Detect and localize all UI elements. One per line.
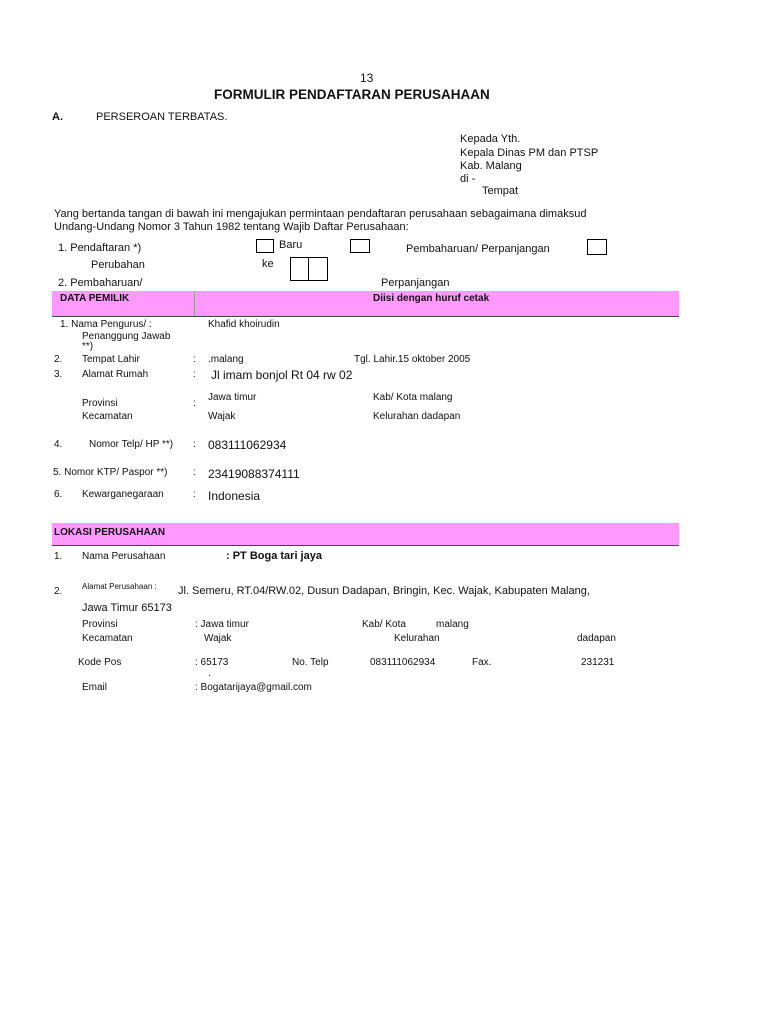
company-name-label: Nama Perusahaan bbox=[82, 551, 166, 562]
company-kabkota-value: malang bbox=[436, 619, 469, 630]
owner-phone-num: 4. bbox=[54, 439, 63, 450]
company-address-value-2: Jawa Timur 65173 bbox=[82, 602, 172, 614]
owner-phone-value: 083111062934 bbox=[208, 438, 287, 452]
company-kecamatan-value: Wajak bbox=[204, 633, 232, 644]
recipient-line: Kab. Malang bbox=[460, 160, 522, 172]
owner-name-label: 1. Nama Pengurus/ : bbox=[60, 319, 152, 330]
owner-kelurahan-value: Kelurahan dadapan bbox=[373, 411, 461, 422]
owner-province-label: Provinsi bbox=[82, 398, 118, 409]
company-address-value: Jl. Semeru, RT.04/RW.02, Dusun Dadapan, Bringin, Kec. Wajak, Kabupaten Malang, bbox=[178, 585, 590, 597]
recipient-line: Tempat bbox=[482, 185, 519, 197]
intro-line: Yang bertanda tangan di bawah ini mengajukan permintaan pendaftaran perusahaan sebagaimana dimaksud bbox=[54, 208, 587, 220]
company-kelurahan-value: dadapan bbox=[577, 633, 616, 644]
company-address-num: 2. bbox=[54, 586, 63, 597]
owner-province-colon: : bbox=[193, 398, 196, 409]
owner-nationality-colon: : bbox=[193, 489, 196, 500]
owner-phone-colon: : bbox=[193, 439, 196, 450]
owner-name-label: **) bbox=[82, 341, 94, 352]
company-province-value: : Jawa timur bbox=[195, 619, 249, 630]
owner-name-label: Penanggung Jawab bbox=[82, 331, 171, 342]
company-postcode-value: : 65173 bbox=[195, 657, 229, 668]
owner-phone-label: Nomor Telp/ HP **) bbox=[89, 439, 174, 450]
page-number: 13 bbox=[360, 71, 374, 85]
form-title: FORMULIR PENDAFTARAN PERUSAHAAN bbox=[214, 87, 490, 102]
company-header-label: LOKASI PERUSAHAAN bbox=[54, 527, 166, 538]
checkbox-perpanjangan[interactable] bbox=[587, 239, 607, 255]
header-divider bbox=[194, 291, 195, 316]
owner-header-note: Diisi dengan huruf cetak bbox=[373, 293, 490, 304]
owner-birth-num: 2. bbox=[54, 354, 63, 365]
owner-name-value: Khafid khoirudin bbox=[208, 319, 280, 330]
owner-kabkota-value: Kab/ Kota malang bbox=[373, 392, 453, 403]
intro-line: Undang-Undang Nomor 3 Tahun 1982 tentang Wajib Daftar Perusahaan: bbox=[54, 221, 409, 233]
owner-kecamatan-label: Kecamatan bbox=[82, 411, 133, 422]
header-underline bbox=[52, 316, 679, 317]
recipient-line: di - bbox=[460, 173, 476, 185]
owner-ktp-value: 23419088374111 bbox=[208, 467, 300, 481]
owner-ktp-label: 5. Nomor KTP/ Paspor **) bbox=[53, 467, 168, 478]
company-email-label: Email bbox=[82, 682, 108, 693]
section-letter: A. bbox=[52, 111, 63, 123]
company-kabkota-label: Kab/ Kota bbox=[362, 619, 406, 630]
company-kecamatan-label: Kecamatan bbox=[82, 633, 133, 644]
owner-ktp-colon: : bbox=[193, 467, 196, 478]
section-name: PERSEROAN TERBATAS. bbox=[96, 111, 228, 123]
recipient-line: Kepada Yth. bbox=[460, 133, 521, 145]
owner-nationality-value: Indonesia bbox=[208, 489, 261, 503]
company-phone-value: 083111062934 bbox=[370, 657, 436, 668]
owner-header-label: DATA PEMILIK bbox=[60, 293, 130, 304]
recipient-line: Kepala Dinas PM dan PTSP bbox=[460, 147, 599, 159]
company-name-num: 1. bbox=[54, 551, 63, 562]
owner-birth-date: Tgl. Lahir.15 oktober 2005 bbox=[354, 354, 471, 365]
owner-address-colon: : bbox=[193, 369, 196, 380]
box-ke-digit-2[interactable] bbox=[308, 257, 328, 281]
company-postcode-label: Kode Pos bbox=[78, 657, 122, 668]
registration-item-1: 1. Pendaftaran *) bbox=[58, 242, 142, 254]
owner-kecamatan-value: Wajak bbox=[208, 411, 236, 422]
checkbox-baru[interactable] bbox=[256, 239, 274, 253]
company-email-value: : Bogatarijaya@gmail.com bbox=[195, 682, 312, 693]
company-province-label: Provinsi bbox=[82, 619, 118, 630]
company-header-underline bbox=[52, 545, 679, 546]
company-kelurahan-label: Kelurahan bbox=[394, 633, 440, 644]
owner-address-label: Alamat Rumah bbox=[82, 369, 149, 380]
box-ke-digit-1[interactable] bbox=[290, 257, 310, 281]
owner-province-value: Jawa timur bbox=[208, 392, 257, 403]
label-perubahan: Perubahan bbox=[91, 259, 145, 271]
company-phone-label: No. Telp bbox=[292, 657, 329, 668]
checkbox-pembaharuan[interactable] bbox=[350, 239, 370, 253]
owner-birth-colon: : bbox=[193, 354, 196, 365]
owner-header-band bbox=[52, 291, 679, 316]
label-perpanjangan: Perpanjangan bbox=[381, 277, 450, 289]
label-baru: Baru bbox=[279, 239, 303, 251]
label-ke: ke bbox=[262, 258, 274, 270]
company-name-value: : PT Boga tari jaya bbox=[226, 550, 322, 562]
owner-birth-label: Tempat Lahir bbox=[82, 354, 140, 365]
registration-item-2: 2. Pembaharuan/ bbox=[58, 277, 143, 289]
owner-address-value: Jl imam bonjol Rt 04 rw 02 bbox=[211, 368, 353, 382]
owner-address-num: 3. bbox=[54, 369, 63, 380]
label-pembaharuan-perpanjangan: Pembaharuan/ Perpanjangan bbox=[406, 243, 550, 255]
owner-birth-place: .malang bbox=[208, 354, 244, 365]
company-address-label: Alamat Perusahaan : bbox=[82, 582, 157, 591]
company-fax-label: Fax. bbox=[472, 657, 492, 668]
stray-dot: . bbox=[208, 668, 211, 679]
owner-nationality-num: 6. bbox=[54, 489, 63, 500]
company-fax-value: 231231 bbox=[581, 657, 615, 668]
owner-nationality-label: Kewarganegaraan bbox=[82, 489, 164, 500]
